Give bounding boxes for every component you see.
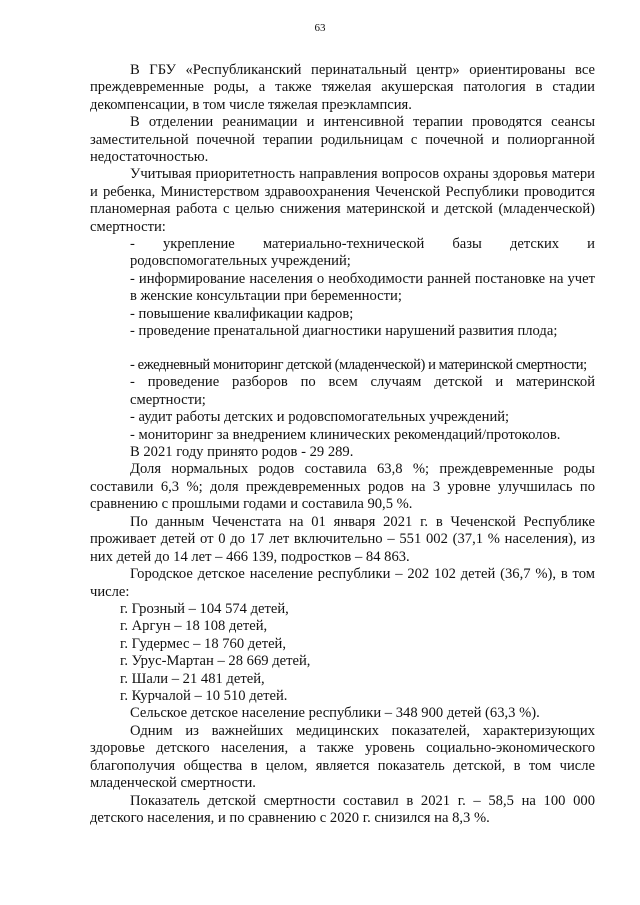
section-monitoring — [90, 357, 595, 514]
city-item: г. Гудермес – 18 760 детей, — [120, 635, 287, 652]
paragraph-health-indicator: Одним из важнейших медицинских показателей, характеризующих здоровье детского населения, а также уровень социально-экономического благополучия общества в целом, является показатель детской, в том числе младенческой смертности. — [90, 722, 595, 792]
paragraph-urban-population: Городское детское население республики – 202 102 детей (36,7 %), в том числе: — [90, 566, 595, 600]
paragraph-birth-shares: Доля нормальных родов составила 63,8 %; преждевременные роды составили 6,3 %; доля преждевременных родов на 3 уровне улучшилась по сравнению с прошлыми годами и составила 90,5 %. — [90, 461, 595, 513]
paragraph-births: В 2021 году принято родов - 29 289. — [130, 444, 354, 461]
list-item: - аудит работы детских и родовспомогательных учреждений; — [130, 409, 510, 426]
paragraph-perinatal-center: В ГБУ «Республиканский перинатальный центр» ориентированы все преждевременные роды, а также тяжелая акушерская патология в стадии декомпенсации, в том числе тяжелая преэклампсия. — [90, 62, 595, 113]
page-number: 63 — [314, 22, 326, 34]
list-item: - ежедневный мониторинг детской (младенческой) и материнской смертности; — [130, 357, 587, 373]
city-item: г. Урус-Мартан – 28 669 детей, — [120, 653, 311, 670]
list-item: - проведение разборов по всем случаям детской и материнской смертности; — [130, 374, 595, 408]
paragraph-reanimation: В отделении реанимации и интенсивной терапии проводятся сеансы заместительной почечной терапии родильницам с почечной и полиорганной недостаточностью. — [90, 114, 595, 166]
list-item: - информирование населения о необходимости ранней постановке на учет в женские консультации при беременности; — [130, 270, 595, 305]
paragraph-child-mortality: Показатель детской смертности составил в 2021 г. – 58,5 на 100 000 детского населения, и по сравнению с 2020 г. снизился на 8,3 %. — [90, 792, 595, 826]
list-item: - проведение пренатальной диагностики нарушений развития плода; — [130, 323, 558, 340]
paragraph-priority: Учитывая приоритетность направления вопросов охраны здоровья матери и ребенка, Министерством здравоохранения Чеченской Республики проводится планомерная работа с целью снижения материнской и детской (младенческой) смертности: — [90, 166, 595, 235]
list-item: - укрепление материально-технической базы детских и родовспомогательных учреждений; — [130, 236, 595, 270]
city-item: г. Шали – 21 481 детей, — [120, 670, 265, 687]
list-item: - повышение квалификации кадров; — [130, 305, 354, 322]
city-item: г. Аргун – 18 108 детей, — [120, 618, 268, 635]
paragraph-rural-population: Сельское детское население республики – 348 900 детей (63,3 %). — [130, 705, 540, 722]
city-item: г. Курчалой – 10 510 детей. — [120, 688, 288, 705]
section-child-population — [90, 514, 595, 827]
section-perinatal — [90, 62, 595, 341]
paragraph-population: По данным Чеченстата на 01 января 2021 г. в Чеченской Республике проживает детей от 0 до 17 лет включительно – 551 002 (37,1 % населения), из них детей до 14 лет – 466 139, подростков – 84 863. — [90, 514, 595, 565]
city-item: г. Грозный – 104 574 детей, — [120, 601, 289, 618]
list-item: - мониторинг за внедрением клинических рекомендаций/протоколов. — [130, 426, 561, 443]
